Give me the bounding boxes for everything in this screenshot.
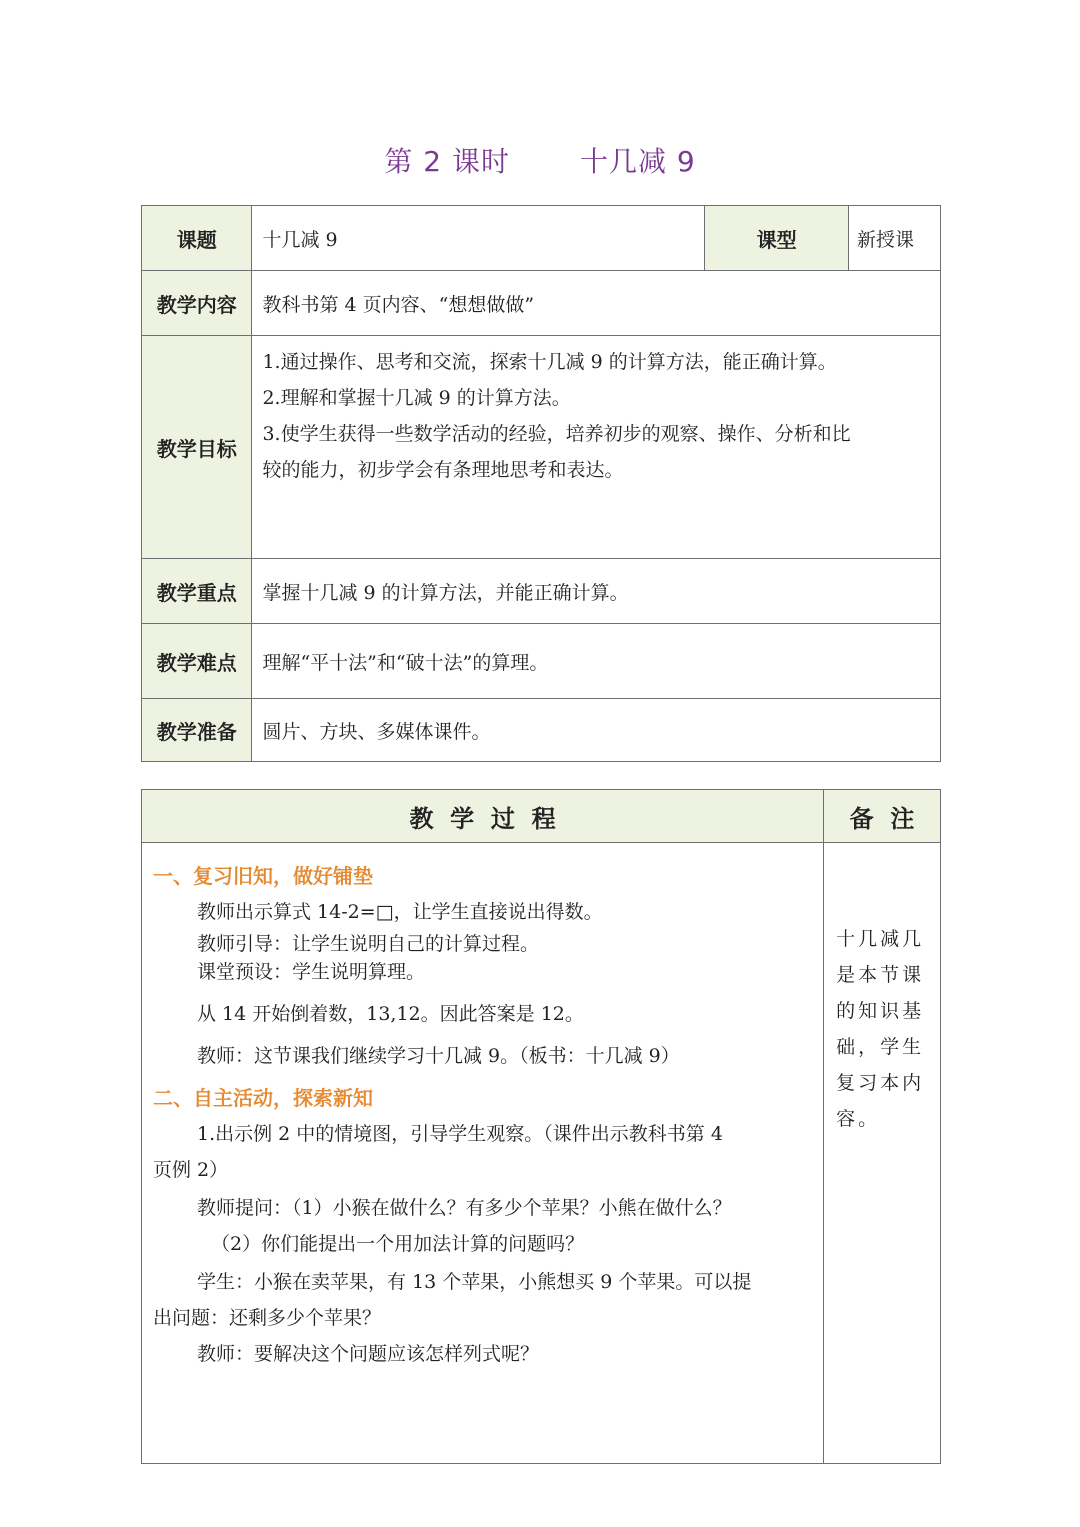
goal-line: 1.通过操作、思考和交流，探索十几减 9 的计算方法，能正确计算。 <box>262 351 837 373</box>
goals-label: 教学目标 <box>142 336 252 559</box>
process-line: 教师：这节课我们继续学习十几减 9。（板书：十几减 9） <box>197 1045 680 1067</box>
process-line: 教师出示算式 14-2=□，让学生直接说出得数。 <box>197 901 603 923</box>
lesson-topic: 十几减 9 <box>579 145 696 178</box>
note-line: 是本节课 <box>836 964 925 986</box>
difficulty-label: 教学难点 <box>142 624 252 699</box>
content-value: 教科书第 4 页内容、“想想做做” <box>252 271 941 336</box>
process-line: 教师：要解决这个问题应该怎样列式呢？ <box>197 1343 540 1365</box>
goal-line: 较的能力，初步学会有条理地思考和表达。 <box>262 459 624 481</box>
topic-label: 课题 <box>142 206 252 271</box>
difficulty-value: 理解“平十法”和“破十法”的算理。 <box>252 624 941 699</box>
page-title <box>0 140 1080 180</box>
teaching-process-table <box>141 789 941 1464</box>
lesson-number: 第 2 课时 <box>384 145 510 178</box>
preparation-value: 圆片、方块、多媒体课件。 <box>252 699 941 762</box>
section-heading-review: 一、复习旧知，做好铺垫 <box>153 864 373 888</box>
process-line: 页例 2） <box>153 1159 229 1181</box>
goal-line: 3.使学生获得一些数学活动的经验，培养初步的观察、操作、分析和比 <box>262 423 851 445</box>
process-header: 教 学 过 程 <box>142 790 824 843</box>
type-value: 新授课 <box>849 206 941 271</box>
goals-list <box>252 336 941 559</box>
lesson-info-table <box>141 205 941 762</box>
key-point-label: 教学重点 <box>142 559 252 624</box>
process-line: （2）你们能提出一个用加法计算的问题吗？ <box>211 1233 585 1255</box>
notes-content <box>824 843 941 1464</box>
process-line: 教师提问：（1）小猴在做什么？有多少个苹果？小熊在做什么？ <box>197 1197 732 1219</box>
goal-line: 2.理解和掌握十几减 9 的计算方法。 <box>262 387 571 409</box>
content-label: 教学内容 <box>142 271 252 336</box>
process-line: 1.出示例 2 中的情境图，引导学生观察。（课件出示教科书第 4 <box>197 1123 723 1145</box>
process-line: 教师引导：让学生说明自己的计算过程。 <box>197 933 540 955</box>
topic-value: 十几减 9 <box>252 206 705 271</box>
note-line: 十几减几 <box>836 928 925 950</box>
note-line: 础，学生 <box>836 1036 925 1058</box>
process-content <box>142 843 824 1464</box>
preparation-label: 教学准备 <box>142 699 252 762</box>
key-point-value: 掌握十几减 9 的计算方法，并能正确计算。 <box>252 559 941 624</box>
process-line: 从 14 开始倒着数，13,12。因此答案是 12。 <box>197 1003 584 1025</box>
notes-header: 备 注 <box>824 790 941 843</box>
process-line: 出问题：还剩多少个苹果？ <box>153 1307 382 1329</box>
note-line: 的知识基 <box>836 1000 925 1022</box>
process-line: 学生：小猴在卖苹果，有 13 个苹果，小熊想买 9 个苹果。可以提 <box>197 1271 752 1293</box>
note-line: 复习本内 <box>836 1072 925 1094</box>
section-heading-explore: 二、自主活动，探索新知 <box>153 1086 373 1110</box>
process-line: 课堂预设：学生说明算理。 <box>197 961 426 983</box>
note-line: 容。 <box>836 1108 881 1130</box>
type-label: 课型 <box>705 206 849 271</box>
